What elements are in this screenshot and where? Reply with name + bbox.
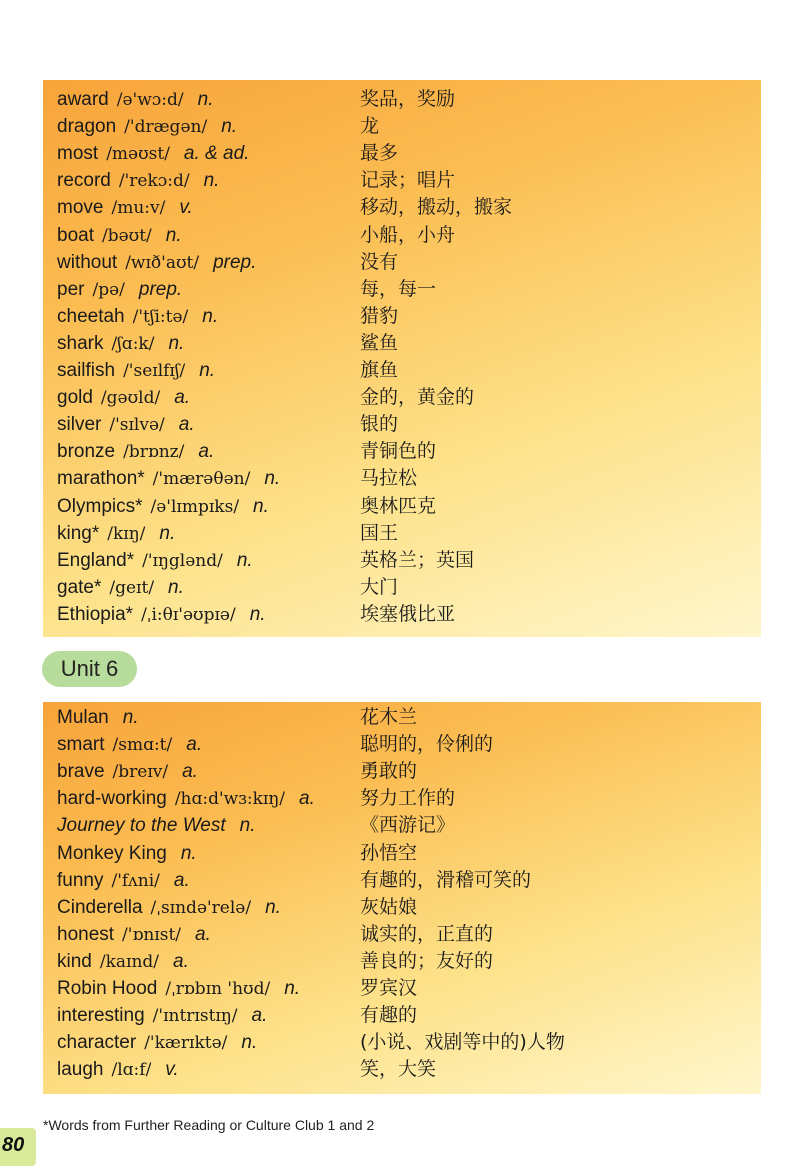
entry-part-of-speech: n. [203, 170, 220, 192]
entry-word: gate* [57, 576, 102, 598]
entry-word: cheetah [57, 305, 125, 327]
entry-english [57, 948, 189, 976]
entry-phonetic: /bəʊt/ [101, 225, 152, 246]
entry-chinese: 鲨鱼 [360, 331, 399, 354]
entry-chinese: 旗鱼 [360, 359, 399, 381]
entry-word: dragon [57, 116, 117, 138]
unit-heading: Unit 6 [42, 651, 137, 687]
entry-english [57, 601, 266, 629]
entry-english [57, 276, 182, 304]
vocab-entry [57, 547, 751, 574]
entry-word: move [57, 197, 104, 219]
vocab-entry [57, 812, 751, 839]
entry-english [57, 731, 202, 759]
entry-chinese: (小说、戏剧等中的)人物 [360, 1031, 565, 1054]
entry-chinese: 《西游记》 [360, 814, 456, 837]
vocab-entry [57, 194, 751, 221]
entry-chinese: 猎豹 [360, 304, 399, 327]
entry-english [57, 840, 197, 867]
entry-chinese: 聪明的，伶俐的 [360, 733, 494, 756]
entry-phonetic: /brɒnz/ [123, 442, 185, 463]
entry-phonetic: /'ɪntrɪstɪŋ/ [152, 1006, 238, 1027]
entry-chinese: 龙 [360, 115, 380, 138]
entry-phonetic: /kɪŋ/ [107, 523, 146, 544]
entry-phonetic: /'tʃi:tə/ [132, 306, 189, 327]
entry-phonetic: /breɪv/ [112, 762, 169, 783]
entry-part-of-speech: v. [179, 197, 193, 219]
vocab-entry [57, 894, 751, 921]
entry-phonetic: /ˌi:θɪ'əʊpɪə/ [141, 604, 236, 625]
entry-chinese: 花木兰 [360, 706, 418, 728]
entry-phonetic: /'ɒnɪst/ [122, 924, 181, 945]
entry-word: Olympics* [57, 495, 143, 517]
entry-word: character [57, 1032, 137, 1054]
entry-chinese: 埃塞俄比亚 [360, 602, 456, 625]
entry-chinese: 记录；唱片 [360, 169, 456, 192]
entry-english [57, 812, 255, 839]
entry-chinese: 有趣的，滑稽可笑的 [360, 868, 532, 891]
entry-word: hard-working [57, 788, 167, 810]
entry-chinese: 没有 [360, 250, 399, 273]
entry-english [57, 704, 139, 731]
entry-phonetic: /smɑ:t/ [112, 735, 173, 756]
vocab-entry [57, 574, 751, 601]
entry-phonetic: /wɪð'aʊt/ [125, 252, 200, 273]
entry-phonetic: /ʃɑ:k/ [111, 333, 155, 354]
entry-chinese: 努力工作的 [360, 787, 456, 810]
entry-word: smart [57, 734, 105, 756]
vocab-entry [57, 357, 751, 384]
entry-chinese: 奖品，奖励 [360, 88, 456, 110]
entry-english [57, 411, 195, 439]
entry-phonetic: /lɑ:f/ [111, 1060, 152, 1081]
entry-part-of-speech: a. [173, 950, 189, 972]
vocab-entry [57, 520, 751, 547]
entry-chinese: 国王 [360, 521, 399, 544]
vocab-entry [57, 167, 751, 194]
entry-english [57, 330, 184, 358]
vocab-entry [57, 438, 751, 465]
vocab-entry [57, 1002, 751, 1029]
entry-english [57, 574, 184, 602]
vocab-entry [57, 601, 751, 628]
entry-part-of-speech: n. [168, 332, 185, 354]
entry-phonetic: /hɑ:d'wɜ:kɪŋ/ [174, 789, 286, 810]
vocab-entry [57, 1056, 751, 1083]
entry-word: kind [57, 950, 92, 972]
entry-phonetic: /'kærɪktə/ [144, 1033, 228, 1054]
entry-word: funny [57, 869, 104, 891]
entry-part-of-speech: a. & ad. [183, 143, 250, 165]
entry-word: brave [57, 761, 105, 783]
vocab-entry [57, 758, 751, 785]
entry-part-of-speech: n. [265, 896, 281, 918]
entry-word: Robin Hood [57, 978, 158, 999]
entry-word: silver [57, 414, 102, 436]
entry-part-of-speech: a. [251, 1005, 268, 1027]
entry-word: interesting [57, 1005, 145, 1027]
entry-word: laugh [57, 1059, 104, 1081]
vocab-entry [57, 222, 751, 249]
vocab-entry [57, 921, 751, 948]
entry-chinese: 有趣的 [360, 1004, 418, 1027]
vocab-entry [57, 785, 751, 812]
entry-part-of-speech: n. [159, 522, 176, 544]
entry-english [57, 438, 214, 466]
entry-part-of-speech: prep. [138, 278, 183, 300]
vocab-entry [57, 840, 751, 867]
entry-chinese: 孙悟空 [360, 841, 418, 864]
entry-phonetic: /kaɪnd/ [99, 951, 160, 972]
entry-chinese: 善良的；友好的 [360, 949, 494, 972]
entry-part-of-speech: a. [198, 441, 215, 463]
entry-phonetic: /'rekɔ:d/ [118, 171, 190, 192]
entry-phonetic: /'sɪlvə/ [109, 415, 165, 436]
entry-part-of-speech: a. [178, 414, 195, 436]
entry-english [57, 1056, 179, 1084]
vocab-entry [57, 465, 751, 492]
entry-part-of-speech: n. [202, 305, 219, 327]
vocabulary-panel-1 [43, 80, 761, 637]
vocab-entry [57, 140, 751, 167]
entry-word: king* [57, 522, 100, 544]
entry-part-of-speech: n. [165, 224, 182, 246]
entry-word: marathon* [57, 468, 145, 490]
vocab-entry [57, 1029, 751, 1056]
entry-word: gold [57, 387, 93, 409]
page-number: 80 [2, 1134, 25, 1156]
entry-chinese: 最多 [360, 142, 399, 165]
entry-word: sailfish [57, 360, 116, 381]
entry-word: per [57, 278, 85, 300]
entry-part-of-speech: a. [173, 869, 190, 891]
entry-word: Journey to the West [57, 815, 226, 837]
entry-phonetic: /'seɪlfɪʃ/ [123, 361, 186, 381]
entry-part-of-speech: a. [299, 788, 315, 810]
vocab-entry [57, 330, 751, 357]
entry-part-of-speech: a. [182, 761, 198, 783]
entry-word: Ethiopia* [57, 603, 134, 625]
entry-chinese: 诚实的，正直的 [360, 922, 494, 945]
entry-english [57, 547, 253, 575]
entry-phonetic: /ˌsɪndə'relə/ [150, 897, 252, 918]
entry-part-of-speech: n. [239, 815, 256, 837]
vocab-entry [57, 731, 751, 758]
entry-phonetic: /'fʌni/ [111, 870, 160, 891]
entry-word: Mulan [57, 707, 109, 728]
vocab-entry [57, 384, 751, 411]
entry-english [57, 520, 175, 548]
entry-part-of-speech: n. [236, 549, 253, 571]
entry-word: England* [57, 549, 135, 571]
vocabulary-panel-2 [43, 702, 761, 1094]
vocab-entry [57, 975, 751, 1002]
vocab-entry [57, 303, 751, 330]
entry-part-of-speech: n. [253, 495, 269, 517]
entry-part-of-speech: n. [180, 842, 197, 864]
entry-part-of-speech: prep. [213, 251, 257, 273]
entry-word: Cinderella [57, 896, 143, 918]
entry-phonetic: /'ɪŋglənd/ [142, 550, 223, 571]
vocab-entry [57, 948, 751, 975]
entry-word: record [57, 170, 111, 192]
entry-english [57, 140, 249, 168]
entry-phonetic: /ə'wɔ:d/ [116, 90, 184, 110]
entry-english [57, 975, 300, 1003]
entry-phonetic: /pə/ [92, 279, 125, 300]
entry-chinese: 金的，黄金的 [360, 386, 475, 409]
entry-word: award [57, 89, 109, 110]
entry-english [57, 222, 182, 250]
entry-english [57, 303, 218, 331]
entry-part-of-speech: n. [221, 116, 238, 138]
entry-chinese: 笑，大笑 [360, 1058, 437, 1081]
entry-chinese: 青铜色的 [360, 440, 437, 463]
entry-phonetic: /'drægən/ [124, 117, 208, 138]
entry-part-of-speech: a. [174, 387, 191, 409]
entry-chinese: 小船，小舟 [360, 223, 456, 246]
entry-english [57, 86, 213, 114]
entry-english [57, 465, 280, 493]
vocab-entry [57, 86, 751, 113]
entry-chinese: 罗宾汉 [360, 977, 418, 999]
entry-part-of-speech: a. [195, 923, 211, 945]
entry-phonetic: /məʊst/ [106, 144, 170, 165]
entry-word: without [57, 251, 118, 273]
entry-english [57, 493, 269, 521]
entry-english [57, 921, 211, 949]
entry-phonetic: /gəʊld/ [100, 388, 161, 409]
entry-chinese: 银的 [360, 413, 399, 436]
entry-word: boat [57, 224, 94, 246]
vocab-entry [57, 113, 751, 140]
vocab-entry [57, 411, 751, 438]
entry-english [57, 758, 198, 786]
entry-chinese: 英格兰；英国 [360, 548, 475, 571]
entry-part-of-speech: v. [165, 1059, 179, 1081]
entry-phonetic: /geɪt/ [109, 577, 155, 598]
entry-chinese: 奥林匹克 [360, 494, 437, 517]
entry-word: bronze [57, 441, 116, 463]
vocab-entry [57, 249, 751, 276]
entry-chinese: 勇敢的 [360, 760, 418, 783]
entry-part-of-speech: n. [197, 89, 214, 110]
entry-part-of-speech: n. [122, 707, 139, 728]
entry-english [57, 894, 281, 922]
vocab-entry [57, 493, 751, 520]
entry-chinese: 马拉松 [360, 467, 418, 490]
entry-phonetic: /'mærəθən/ [152, 469, 251, 490]
entry-chinese: 移动，搬动，搬家 [360, 196, 513, 219]
entry-part-of-speech: a. [186, 734, 203, 756]
entry-english [57, 167, 219, 195]
entry-part-of-speech: n. [284, 978, 301, 999]
entry-chinese: 每，每一 [360, 277, 437, 300]
entry-word: Monkey King [57, 842, 167, 864]
entry-part-of-speech: n. [264, 468, 281, 490]
vocab-entry [57, 276, 751, 303]
entry-english [57, 1029, 257, 1057]
entry-word: shark [57, 332, 104, 354]
entry-phonetic: /ˌrɒbɪn 'hʊd/ [165, 979, 271, 999]
entry-english [57, 113, 237, 141]
entry-english [57, 785, 315, 813]
vocab-entry [57, 704, 751, 731]
entry-part-of-speech: n. [241, 1032, 258, 1054]
entry-english [57, 194, 193, 222]
entry-phonetic: /ə'lɪmpɪks/ [150, 496, 240, 517]
entry-english [57, 1002, 267, 1030]
entry-part-of-speech: n. [168, 576, 184, 598]
footnote: *Words from Further Reading or Culture Club 1 and 2 [43, 1117, 375, 1133]
entry-word: honest [57, 923, 115, 945]
entry-part-of-speech: n. [249, 603, 266, 625]
entry-english [57, 384, 190, 412]
entry-word: most [57, 143, 99, 165]
entry-english [57, 867, 190, 895]
vocab-entry [57, 867, 751, 894]
entry-english [57, 357, 215, 385]
entry-part-of-speech: n. [199, 360, 216, 381]
entry-chinese: 灰姑娘 [360, 895, 418, 918]
entry-chinese: 大门 [360, 575, 399, 598]
entry-phonetic: /mu:v/ [111, 198, 166, 219]
entry-english [57, 249, 256, 277]
